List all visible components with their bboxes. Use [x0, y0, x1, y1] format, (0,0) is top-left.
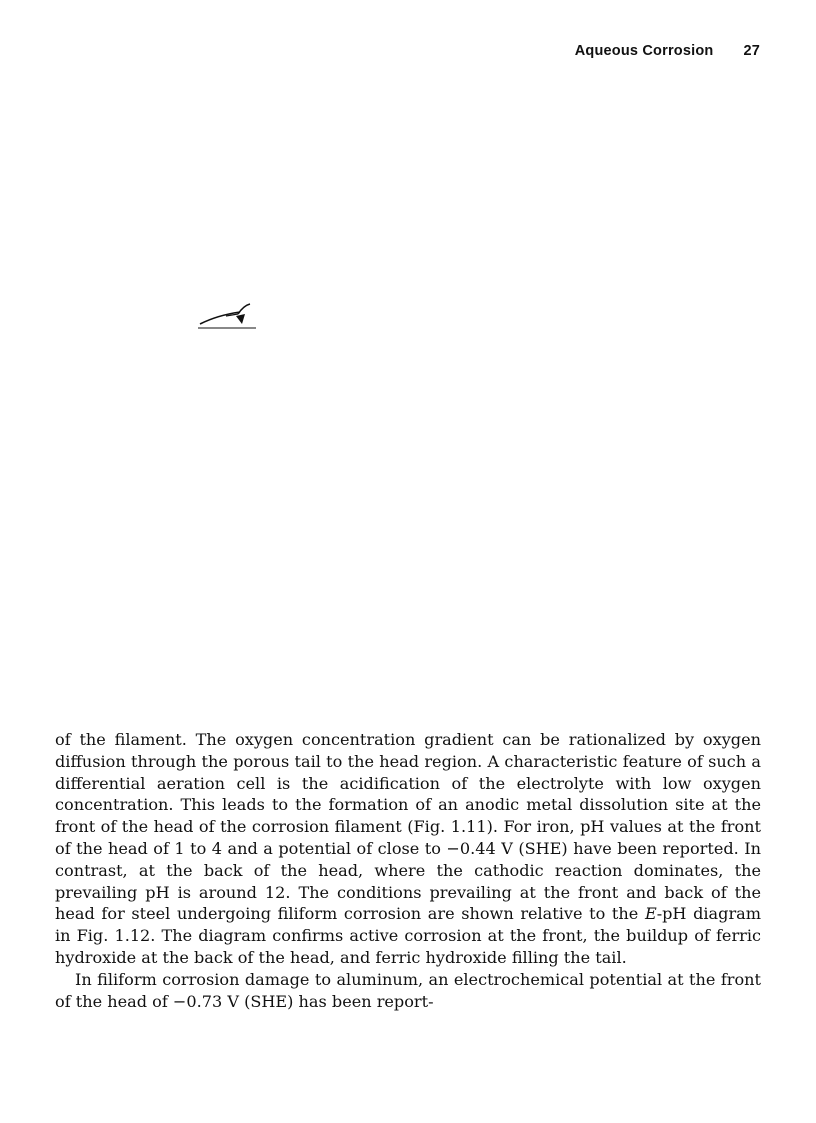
paragraph: In filiform corrosion damage to aluminum, an electrochemical potential at the front of the head of −0.73 V (SHE) has been report-: [55, 969, 761, 1011]
page-number: 27: [743, 43, 760, 59]
body-text: [55, 729, 761, 1012]
running-head: [575, 43, 760, 59]
italic-symbol: E: [644, 904, 657, 924]
paragraph-text: of the filament. The oxygen concentration gradient can be rationalized by oxygen diffusion through the porous tail to the head region. A characteristic feature of such a differential aeration cell is the acidification of the electrolyte with low oxygen concentration. This leads to the formation of an anodic metal dissolution site at the front of the head of the corrosion filament (Fig. 1.11). For iron, pH values at the front of the head of 1 to 4 and a potential of close to −0.44 V (SHE) have been reported. In contrast, at the back of the head, where the cathodic reaction dominates, the prevailing pH is around 12. The conditions prevailing at the front and back of the head for steel undergoing filiform corrosion are shown relative to the: [55, 730, 761, 924]
figure-fragment-icon: [196, 302, 258, 330]
running-head-title: Aqueous Corrosion: [574, 43, 714, 59]
paragraph-text-end: -pH diagram in Fig. 1.12. The diagram confirms active corrosion at the front, the buildup of ferric hydroxide at the back of the head, and ferric hydroxide filling the tail.: [55, 904, 761, 967]
paragraph: [55, 729, 761, 969]
